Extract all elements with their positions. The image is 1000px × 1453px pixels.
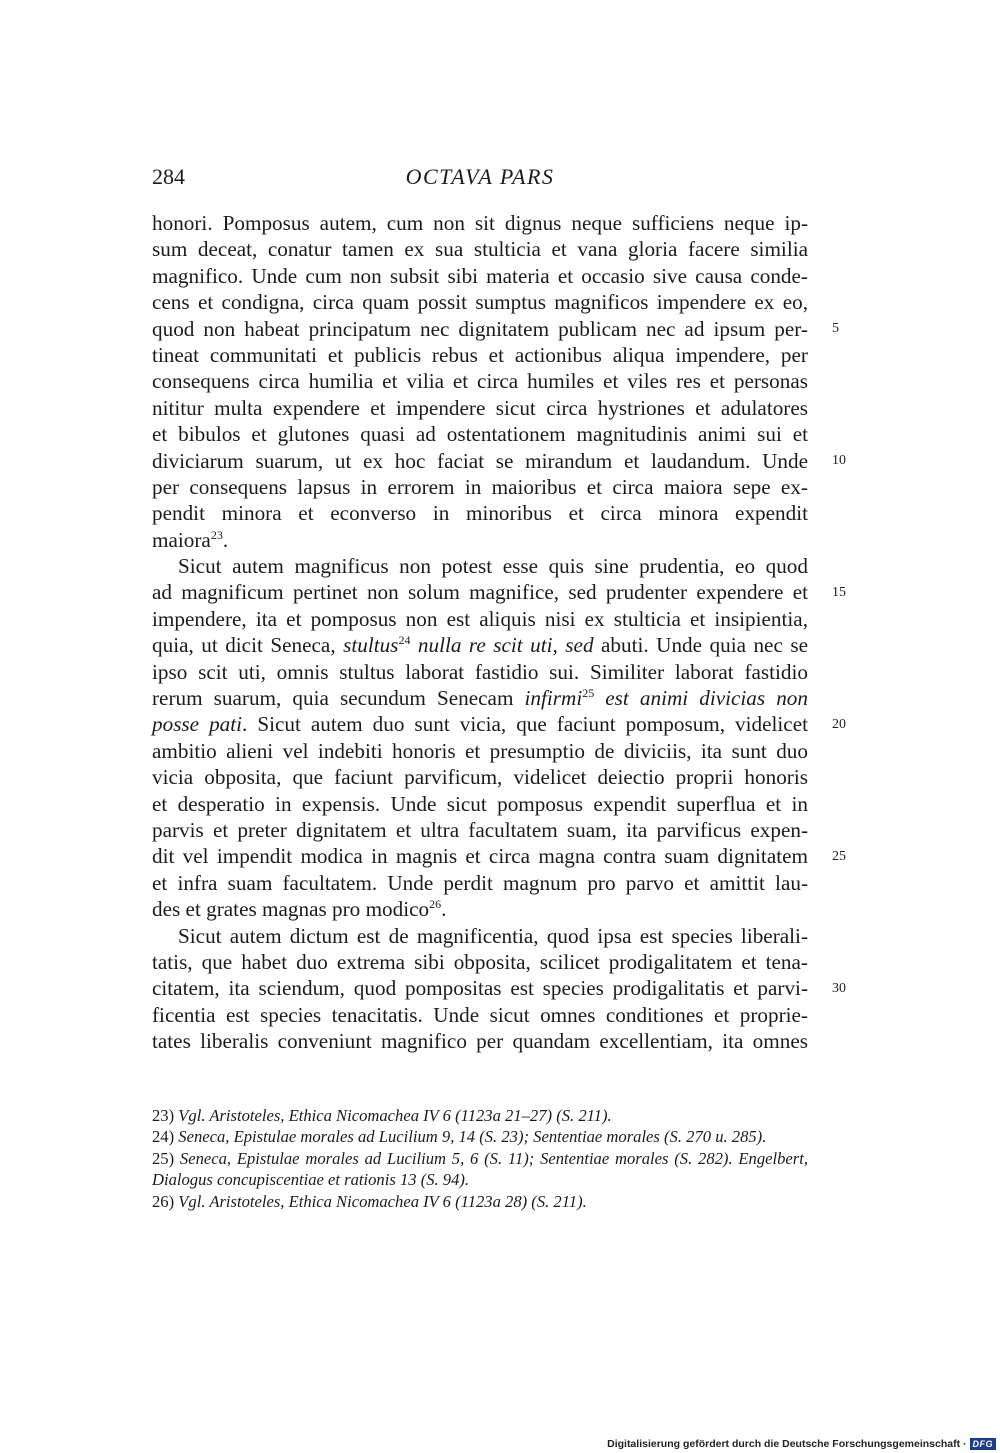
footnote-number: 23) <box>152 1106 175 1125</box>
text-line: magnifico. Unde cum non subsit sibi materia et occasio sive causa conde- <box>152 263 808 288</box>
footnote-text: Seneca, Epistulae morales ad Lucilium 9, 14 (S. 23); Sententiae morales (S. 270 u. 285). <box>178 1127 767 1147</box>
text-line: vicia obposita, que faciunt parvificum, videlicet deiectio proprii honoris <box>152 765 808 790</box>
text-line: ad magnificum pertinet non solum magnifice, sed prudenter expendere et <box>152 580 808 605</box>
text-line <box>152 632 808 658</box>
quotation: nulla re scit uti, sed <box>410 633 594 658</box>
quotation: stultus <box>343 633 399 658</box>
running-title: OCTAVA PARS <box>405 164 555 189</box>
text-line: tineat communitati et publicis rebus et actionibus aliqua impendere, per <box>152 342 808 367</box>
funding-credit <box>607 1438 996 1450</box>
text-line: ambitio alieni vel indebiti honoris et presumptio de diviciis, ita sunt duo <box>152 738 808 763</box>
text-line: Sicut autem dictum est de magnificentia, quod ipsa est species liberali- <box>178 923 808 948</box>
text-line: et desperatio in expensis. Unde sicut pomposus expendit superflua et in <box>152 791 808 816</box>
text-line: consequens circa humilia et vilia et circa humiles et viles res et personas <box>152 369 808 394</box>
text-line: Sicut autem magnificus non potest esse quis sine prudentia, eo quod <box>178 554 808 579</box>
text-line: dit vel impendit modica in magnis et circa magna contra suam dignitatem <box>152 844 808 869</box>
text-line: nititur multa expendere et impendere sicut circa hystriones et adulatores <box>152 395 808 420</box>
main-text <box>152 210 808 1055</box>
text-segment: . <box>441 897 447 922</box>
footnote-26 <box>152 1191 808 1212</box>
text-line <box>152 711 808 737</box>
footnote-25 <box>152 1148 808 1191</box>
page-number: 284 <box>152 164 185 189</box>
text-segment: des et grates magnas pro modico <box>152 897 430 922</box>
text-line: honori. Pomposus autem, cum non sit dignus neque sufficiens neque ip- <box>152 211 808 235</box>
footnote-ref-23: 23 <box>210 527 223 542</box>
footnote-23 <box>152 1105 808 1126</box>
text-line <box>152 685 808 711</box>
text-line: tates liberalis conveniunt magnifico per quandam excellentiam, ita omnes <box>152 1029 808 1054</box>
footnote-number: 26) <box>152 1191 175 1211</box>
footnotes <box>152 1105 808 1212</box>
line-number: 20 <box>832 716 846 732</box>
text-segment: . <box>222 527 229 552</box>
text-line: et infra suam facultatem. Unde perdit magnum pro parvo et amittit lau- <box>152 870 808 895</box>
quotation: est animi divicias non <box>594 686 808 711</box>
text-line: pendit minora et econverso in minoribus et circa minora expendit <box>152 501 808 526</box>
text-line: ipso scit uti, omnis stultus laborat fastidio sui. Similiter laborat fastidio <box>152 659 808 684</box>
text-line: sum deceat, conatur tamen ex sua stulticia et vana gloria facere similia <box>152 237 808 262</box>
footnote-ref-26: 26 <box>429 897 442 912</box>
dfg-logo-icon: DFG <box>970 1438 997 1450</box>
line-number: 15 <box>832 584 846 600</box>
text-line: per consequens lapsus in errorem in maioribus et circa maiora sepe ex- <box>152 474 808 499</box>
text-line <box>152 527 808 553</box>
text-line: citatem, ita sciendum, quod pompositas est species prodigalitatis et parvi- <box>152 976 808 1001</box>
footnote-24 <box>152 1126 808 1147</box>
text-segment: maiora <box>152 527 211 552</box>
line-number: 30 <box>832 980 846 996</box>
text-line: quod non habeat principatum nec dignitatem publicam nec ad ipsum per- <box>152 316 808 341</box>
footnote-text: Seneca, Epistulae morales ad Lucilium 5, 6 (S. 11); Sententiae morales (S. 282). Engelbert, Dialogus concupiscentiae et rationis 13 (S. 94). <box>152 1148 808 1190</box>
text-segment: rerum suarum, quia secundum Senecam <box>152 686 525 711</box>
text-line: impendere, ita et pomposus non est aliquis nisi ex stulticia et insipientia, <box>152 606 808 631</box>
text-segment: abuti. Unde quia nec se <box>593 633 808 658</box>
text-line: ficentia est species tenacitatis. Unde sicut omnes conditiones et proprie- <box>152 1002 808 1027</box>
line-number: 25 <box>832 848 846 864</box>
text-segment: . Sicut autem duo sunt vicia, que faciunt pomposum, videlicet <box>242 712 809 737</box>
text-segment: quia, ut dicit Seneca, <box>152 633 344 658</box>
line-number: 10 <box>832 452 846 468</box>
footnote-text: Vgl. Aristoteles, Ethica Nicomachea IV 6 (1123a 21–27) (S. 211). <box>178 1106 612 1125</box>
footnote-text: Vgl. Aristoteles, Ethica Nicomachea IV 6 (1123a 28) (S. 211). <box>178 1191 587 1211</box>
text-line: cens et condigna, circa quam possit sumptus magnificos impendere ex eo, <box>152 290 808 315</box>
quotation: infirmi <box>524 686 583 711</box>
text-line: parvis et preter dignitatem et ultra facultatem suam, ita parvificus expen- <box>152 817 808 842</box>
quotation: posse pati <box>152 712 243 737</box>
footnote-ref-25: 25 <box>582 686 595 701</box>
text-line <box>152 896 808 922</box>
footnote-ref-24: 24 <box>398 633 411 648</box>
credit-text: Digitalisierung gefördert durch die Deutsche Forschungsgemeinschaft · <box>607 1438 967 1450</box>
footnote-number: 25) <box>152 1148 175 1168</box>
line-number: 5 <box>832 320 839 336</box>
footnote-number: 24) <box>152 1127 175 1147</box>
text-line: et bibulos et glutones quasi ad ostentationem magnitudinis animi sui et <box>152 422 808 447</box>
text-line: diviciarum suarum, ut ex hoc faciat se mirandum et laudandum. Unde <box>152 448 808 473</box>
text-line: tatis, que habet duo extrema sibi obposita, scilicet prodigalitatem et tena- <box>152 949 808 974</box>
